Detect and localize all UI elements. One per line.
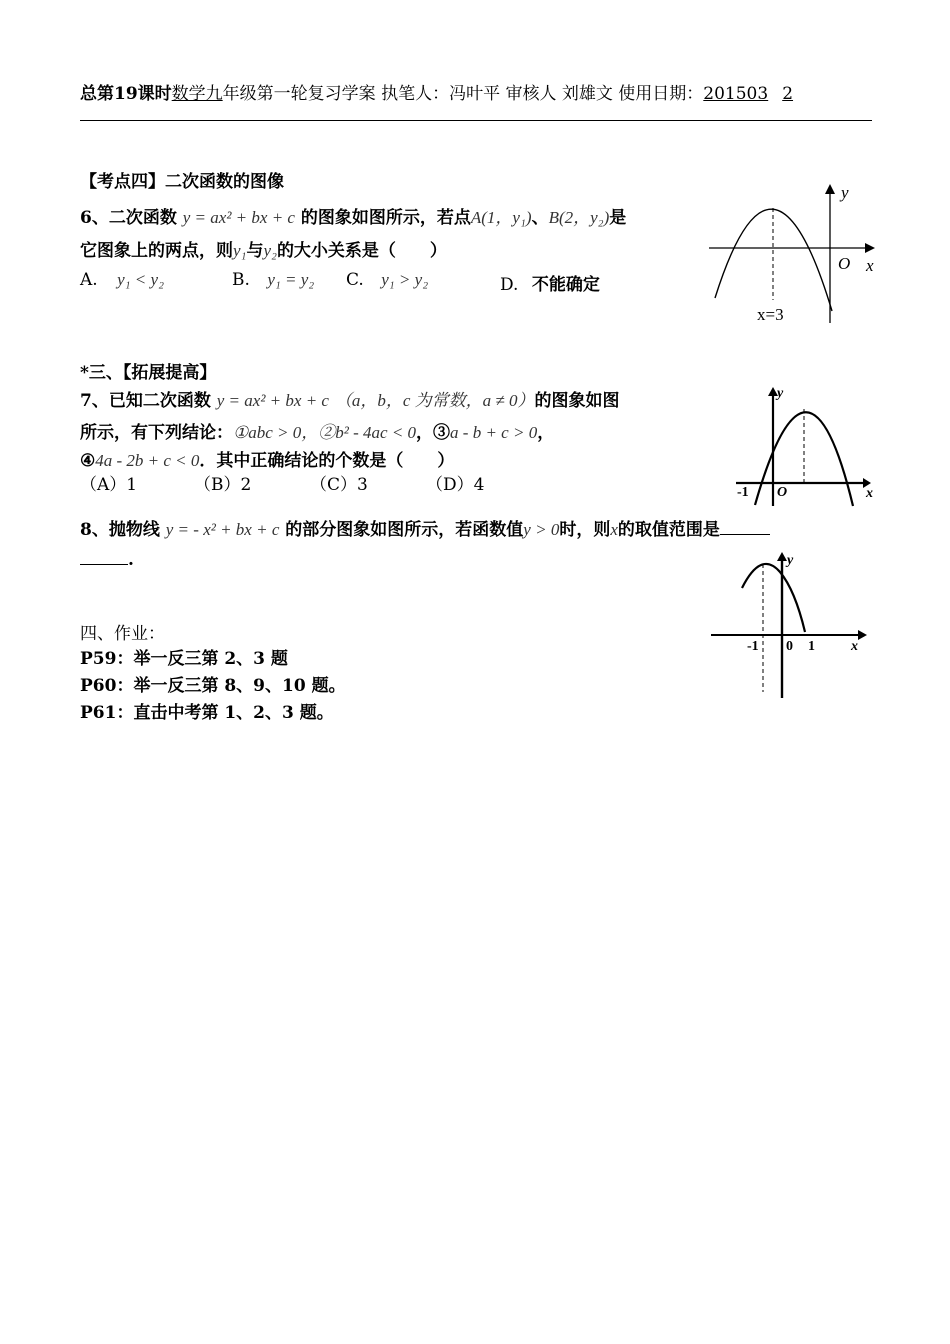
q7-x-label: x bbox=[866, 486, 873, 501]
usage-date: 201503 bbox=[703, 84, 769, 104]
q6-symmetry-label: x=3 bbox=[757, 305, 784, 324]
q7-line1 bbox=[80, 386, 620, 411]
q7-line2a: 所示，有下列结论： bbox=[80, 423, 233, 443]
q8-text1: 抛物线 bbox=[108, 520, 160, 540]
q8-answer-blank-2[interactable] bbox=[80, 548, 128, 565]
q7-conclusion-2: ，②b² - 4ac < 0 bbox=[301, 423, 417, 442]
subject-label: 数学九 bbox=[171, 84, 223, 104]
q8-text2: 的部分图象如图所示，若函数值 bbox=[285, 520, 524, 540]
q7-line3 bbox=[80, 446, 454, 471]
q7-number: 7、 bbox=[80, 391, 109, 411]
q6-text1: 二次函数 bbox=[108, 208, 177, 228]
q8-parabola bbox=[742, 564, 805, 632]
q6-option-c bbox=[346, 270, 428, 290]
q6-text2: 的图象如图所示，若点 bbox=[300, 208, 471, 228]
section-title-extension: *三、【拓展提高】 bbox=[80, 363, 217, 383]
q6-text3: 是 bbox=[609, 208, 627, 228]
q6-y-label: y bbox=[841, 183, 849, 202]
q6-number: 6、 bbox=[80, 208, 109, 228]
q7-text1: 已知二次函数 bbox=[108, 391, 211, 411]
q8-graph bbox=[707, 550, 877, 700]
q6-option-c-label: C. bbox=[346, 270, 364, 290]
q7-graph bbox=[733, 383, 878, 508]
section-title-kaodian4: 【考点四】二次函数的图像 bbox=[80, 172, 284, 192]
q6-point-b: B(2，y₂) bbox=[548, 208, 610, 227]
q8-text3: 时，则 bbox=[559, 520, 611, 540]
q6-option-b-text: y₁ = y₂ bbox=[267, 270, 315, 289]
q6-line2a: 它图象上的两点，则 bbox=[80, 241, 233, 261]
q7-line2 bbox=[80, 418, 554, 443]
q6-line2 bbox=[80, 236, 447, 261]
q6-option-b-label: B. bbox=[232, 270, 250, 290]
q6-option-d-label: D. bbox=[500, 275, 519, 295]
q7-c3-suffix: ， bbox=[537, 423, 555, 443]
q6-option-c-text: y₁ > y₂ bbox=[381, 270, 429, 289]
q7-option-d: （D）4 bbox=[426, 475, 485, 495]
q6-with: 与 bbox=[246, 241, 264, 261]
q6-x-label: x bbox=[866, 256, 874, 275]
q8-text4: 的取值范围是 bbox=[617, 520, 720, 540]
q6-y1: y₁ bbox=[233, 241, 247, 260]
q6-sep: 、 bbox=[531, 208, 549, 228]
q6-option-a bbox=[80, 270, 164, 290]
q6-origin-label: O bbox=[838, 254, 851, 273]
q7-text2: 的图象如图 bbox=[534, 391, 620, 411]
q6-expression: y = ax² + bx + c bbox=[182, 208, 295, 227]
q7-expression: y = ax² + bx + c bbox=[216, 391, 329, 410]
q8-one-label: 1 bbox=[808, 639, 815, 654]
q6-line1 bbox=[80, 203, 626, 228]
q7-neg-one-label: -1 bbox=[737, 485, 749, 500]
q7-c3-prefix: ，③ bbox=[416, 423, 451, 443]
q7-paren: （a，b，c 为常数，a ≠ 0） bbox=[334, 391, 535, 410]
page-header bbox=[80, 79, 793, 104]
q8-variable: x bbox=[610, 520, 618, 539]
homework-item: P60：举一反三第 8、9、10 题。 bbox=[80, 676, 346, 696]
q7-conclusion-4: 4a - 2b + c < 0 bbox=[95, 451, 200, 470]
q8-line1 bbox=[80, 515, 770, 540]
q6-point-a: A(1，y₁) bbox=[470, 208, 532, 227]
header-info: 年级第一轮复习学案 执笔人：冯叶平 审核人 刘雄文 使用日期： bbox=[222, 84, 704, 104]
q6-y2: y₂ bbox=[263, 241, 277, 260]
q6-y-arrow bbox=[825, 184, 835, 194]
q6-option-b bbox=[232, 270, 314, 290]
lesson-suffix: 课时 bbox=[137, 84, 172, 104]
homework-item: P59：举一反三第 2、3 题 bbox=[80, 649, 288, 669]
q8-answer-blank-1[interactable] bbox=[720, 518, 770, 535]
homework-item: P61：直击中考第 1、2、3 题。 bbox=[80, 703, 334, 723]
q8-x-label: x bbox=[851, 639, 858, 654]
q6-option-a-label: A. bbox=[80, 270, 98, 290]
q8-number: 8、 bbox=[80, 520, 109, 540]
q7-option-a: （A）1 bbox=[80, 475, 138, 495]
q8-x-arrow bbox=[858, 630, 867, 640]
q8-end: . bbox=[128, 550, 134, 570]
q7-y-label: y bbox=[777, 386, 784, 401]
q8-y-label: y bbox=[787, 553, 794, 568]
q6-option-d bbox=[500, 270, 600, 295]
q6-option-d-text: 不能确定 bbox=[531, 275, 600, 295]
q6-graph bbox=[705, 178, 885, 328]
q7-option-b: （B）2 bbox=[194, 475, 252, 495]
q8-condition: y > 0 bbox=[523, 520, 560, 539]
q7-option-c: （C）3 bbox=[310, 475, 368, 495]
header-rule bbox=[80, 120, 872, 121]
q7-origin-label: O bbox=[777, 485, 788, 500]
q6-line2b: 的大小关系是（ ） bbox=[276, 241, 447, 261]
lesson-number: 19 bbox=[114, 84, 138, 104]
q6-x-arrow bbox=[865, 243, 875, 253]
q8-y-arrow bbox=[777, 552, 787, 561]
page-number: 2 bbox=[782, 84, 794, 104]
q6-option-a-text: y₁ < y₂ bbox=[117, 270, 164, 289]
q7-c4-suffix: ．其中正确结论的个数是（ ） bbox=[199, 451, 455, 471]
q8-origin-label: 0 bbox=[786, 639, 793, 654]
lesson-prefix: 总第 bbox=[80, 84, 114, 104]
q8-expression: y = - x² + bx + c bbox=[165, 520, 280, 539]
q7-conclusion-3: a - b + c > 0 bbox=[450, 423, 538, 442]
q8-neg-one-label: -1 bbox=[747, 639, 759, 654]
q8-line2 bbox=[80, 548, 134, 570]
q7-c4-prefix: ④ bbox=[80, 451, 96, 471]
q7-conclusion-1: ①abc > 0 bbox=[233, 423, 302, 442]
homework-title: 四、作业： bbox=[80, 624, 165, 644]
